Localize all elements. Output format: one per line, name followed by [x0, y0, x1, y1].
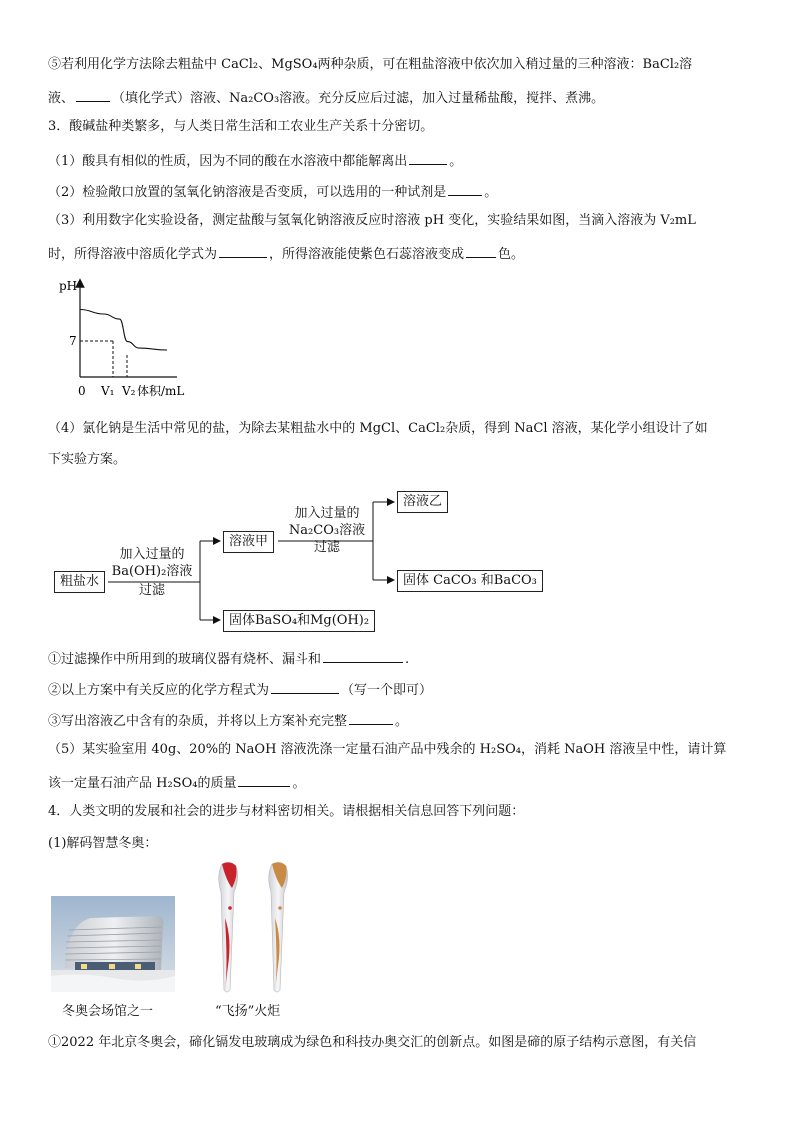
flow-label-step1-c: 过滤 [138, 583, 165, 598]
y-tick-7: 7 [69, 334, 77, 348]
venue-caption: 冬奥会场馆之一 [62, 1004, 154, 1019]
venue-photo [51, 896, 175, 992]
flow-box-solution-b: 溶液乙 [397, 491, 448, 513]
question-3-2: （2）检验敞口放置的氢氧化钠溶液是否变质，可以选用的一种试剂是 。 [48, 181, 742, 202]
flow-label-step1-a: 加入过量的 [119, 547, 185, 562]
question-3-4b: 下实验方案。 [48, 452, 127, 467]
flow-label-step1 [104, 546, 200, 599]
question-4-1-1: ①2022 年北京冬奥会，碲化镉发电玻璃成为绿色和科技办奥交汇的创新点。如图是碲的原子结构示意图，有关信 [48, 1035, 697, 1050]
text-line-5b: 液、 （填化学式）溶液、Na₂CO₃溶液。充分反应后过滤，加入过量稀盐酸，搅拌、煮沸。 [48, 87, 742, 108]
answer-blank[interactable] [271, 679, 339, 694]
torch-caption: “飞扬”火炬 [215, 1004, 281, 1019]
question-3-4a: （4）氯化钠是生活中常见的盐，为除去某粗盐水中的 MgCl、CaCl₂杂质，得到 NaCl 溶液，某化学小组设计了如 [48, 421, 708, 436]
x-tick-v1: V₁ [101, 384, 115, 398]
flow-label-step2 [280, 505, 374, 556]
answer-blank[interactable] [323, 648, 403, 663]
flow-label-step2-a: 加入过量的 [294, 506, 360, 521]
question-3-3b: 时，所得溶液中溶质化学式为 ，所得溶液能使紫色石蕊溶液变成 色。 [48, 243, 742, 264]
answer-blank[interactable] [238, 772, 290, 787]
torch-images [208, 858, 298, 996]
question-3-1: （1）酸具有相似的性质，因为不同的酸在水溶液中都能解离出 。 [48, 150, 742, 171]
x-axis-label: 体积/mL [137, 384, 185, 398]
question-3-3a: （3）利用数字化实验设备，测定盐酸与氢氧化钠溶液反应时溶液 pH 变化，实验结果如图，当滴入溶液为 V₂mL [48, 213, 696, 228]
question-3-5b: 该一定量石油产品 H₂SO₄的质量 。 [48, 772, 742, 793]
flow-label-step2-c: 过滤 [313, 540, 340, 555]
question-4-title: 4．人类文明的发展和社会的进步与材料密切相关。请根据相关信息回答下列问题： [48, 804, 525, 819]
torch-red [219, 862, 238, 992]
torch-gold [269, 862, 288, 992]
flow-box-crude-brine: 粗盐水 [54, 571, 105, 593]
text-line-5: ⑤若利用化学方法除去粗盐中 CaCl₂、MgSO₄两种杂质，可在粗盐溶液中依次加入稍过量的三种溶液：BaCl₂溶 [48, 57, 693, 72]
flow-box-solution-a: 溶液甲 [223, 531, 274, 553]
sub-question-3: ③写出溶液乙中含有的杂质，并将以上方案补充完整 。 [48, 710, 742, 731]
y-axis-label: pH [59, 279, 78, 293]
origin-label: 0 [78, 384, 86, 398]
question-3-title: 3．酸碱盐种类繁多，与人类日常生活和工农业生产关系十分密切。 [48, 119, 434, 134]
flow-box-solid-1: 固体BaSO₄和Mg(OH)₂ [223, 610, 375, 632]
flow-label-step2-b: Na₂CO₃溶液 [288, 523, 366, 538]
x-tick-v2: V₂ [122, 384, 136, 398]
flow-label-step1-b: Ba(OH)₂溶液 [111, 564, 193, 579]
flow-box-solid-2: 固体 CaCO₃ 和BaCO₃ [397, 570, 543, 592]
question-3-5a: （5）某实验室用 40g、20%的 NaOH 溶液洗涤一定量石油产品中残余的 H₂SO₄，消耗 NaOH 溶液呈中性，请计算 [48, 742, 727, 757]
sub-question-1: ①过滤操作中所用到的玻璃仪器有烧杯、漏斗和 . [48, 648, 742, 669]
question-4-1: (1)解码智慧冬奥： [48, 836, 158, 851]
answer-blank[interactable] [349, 710, 393, 725]
sub-question-2: ②以上方案中有关反应的化学方程式为 （写一个即可） [48, 679, 742, 700]
